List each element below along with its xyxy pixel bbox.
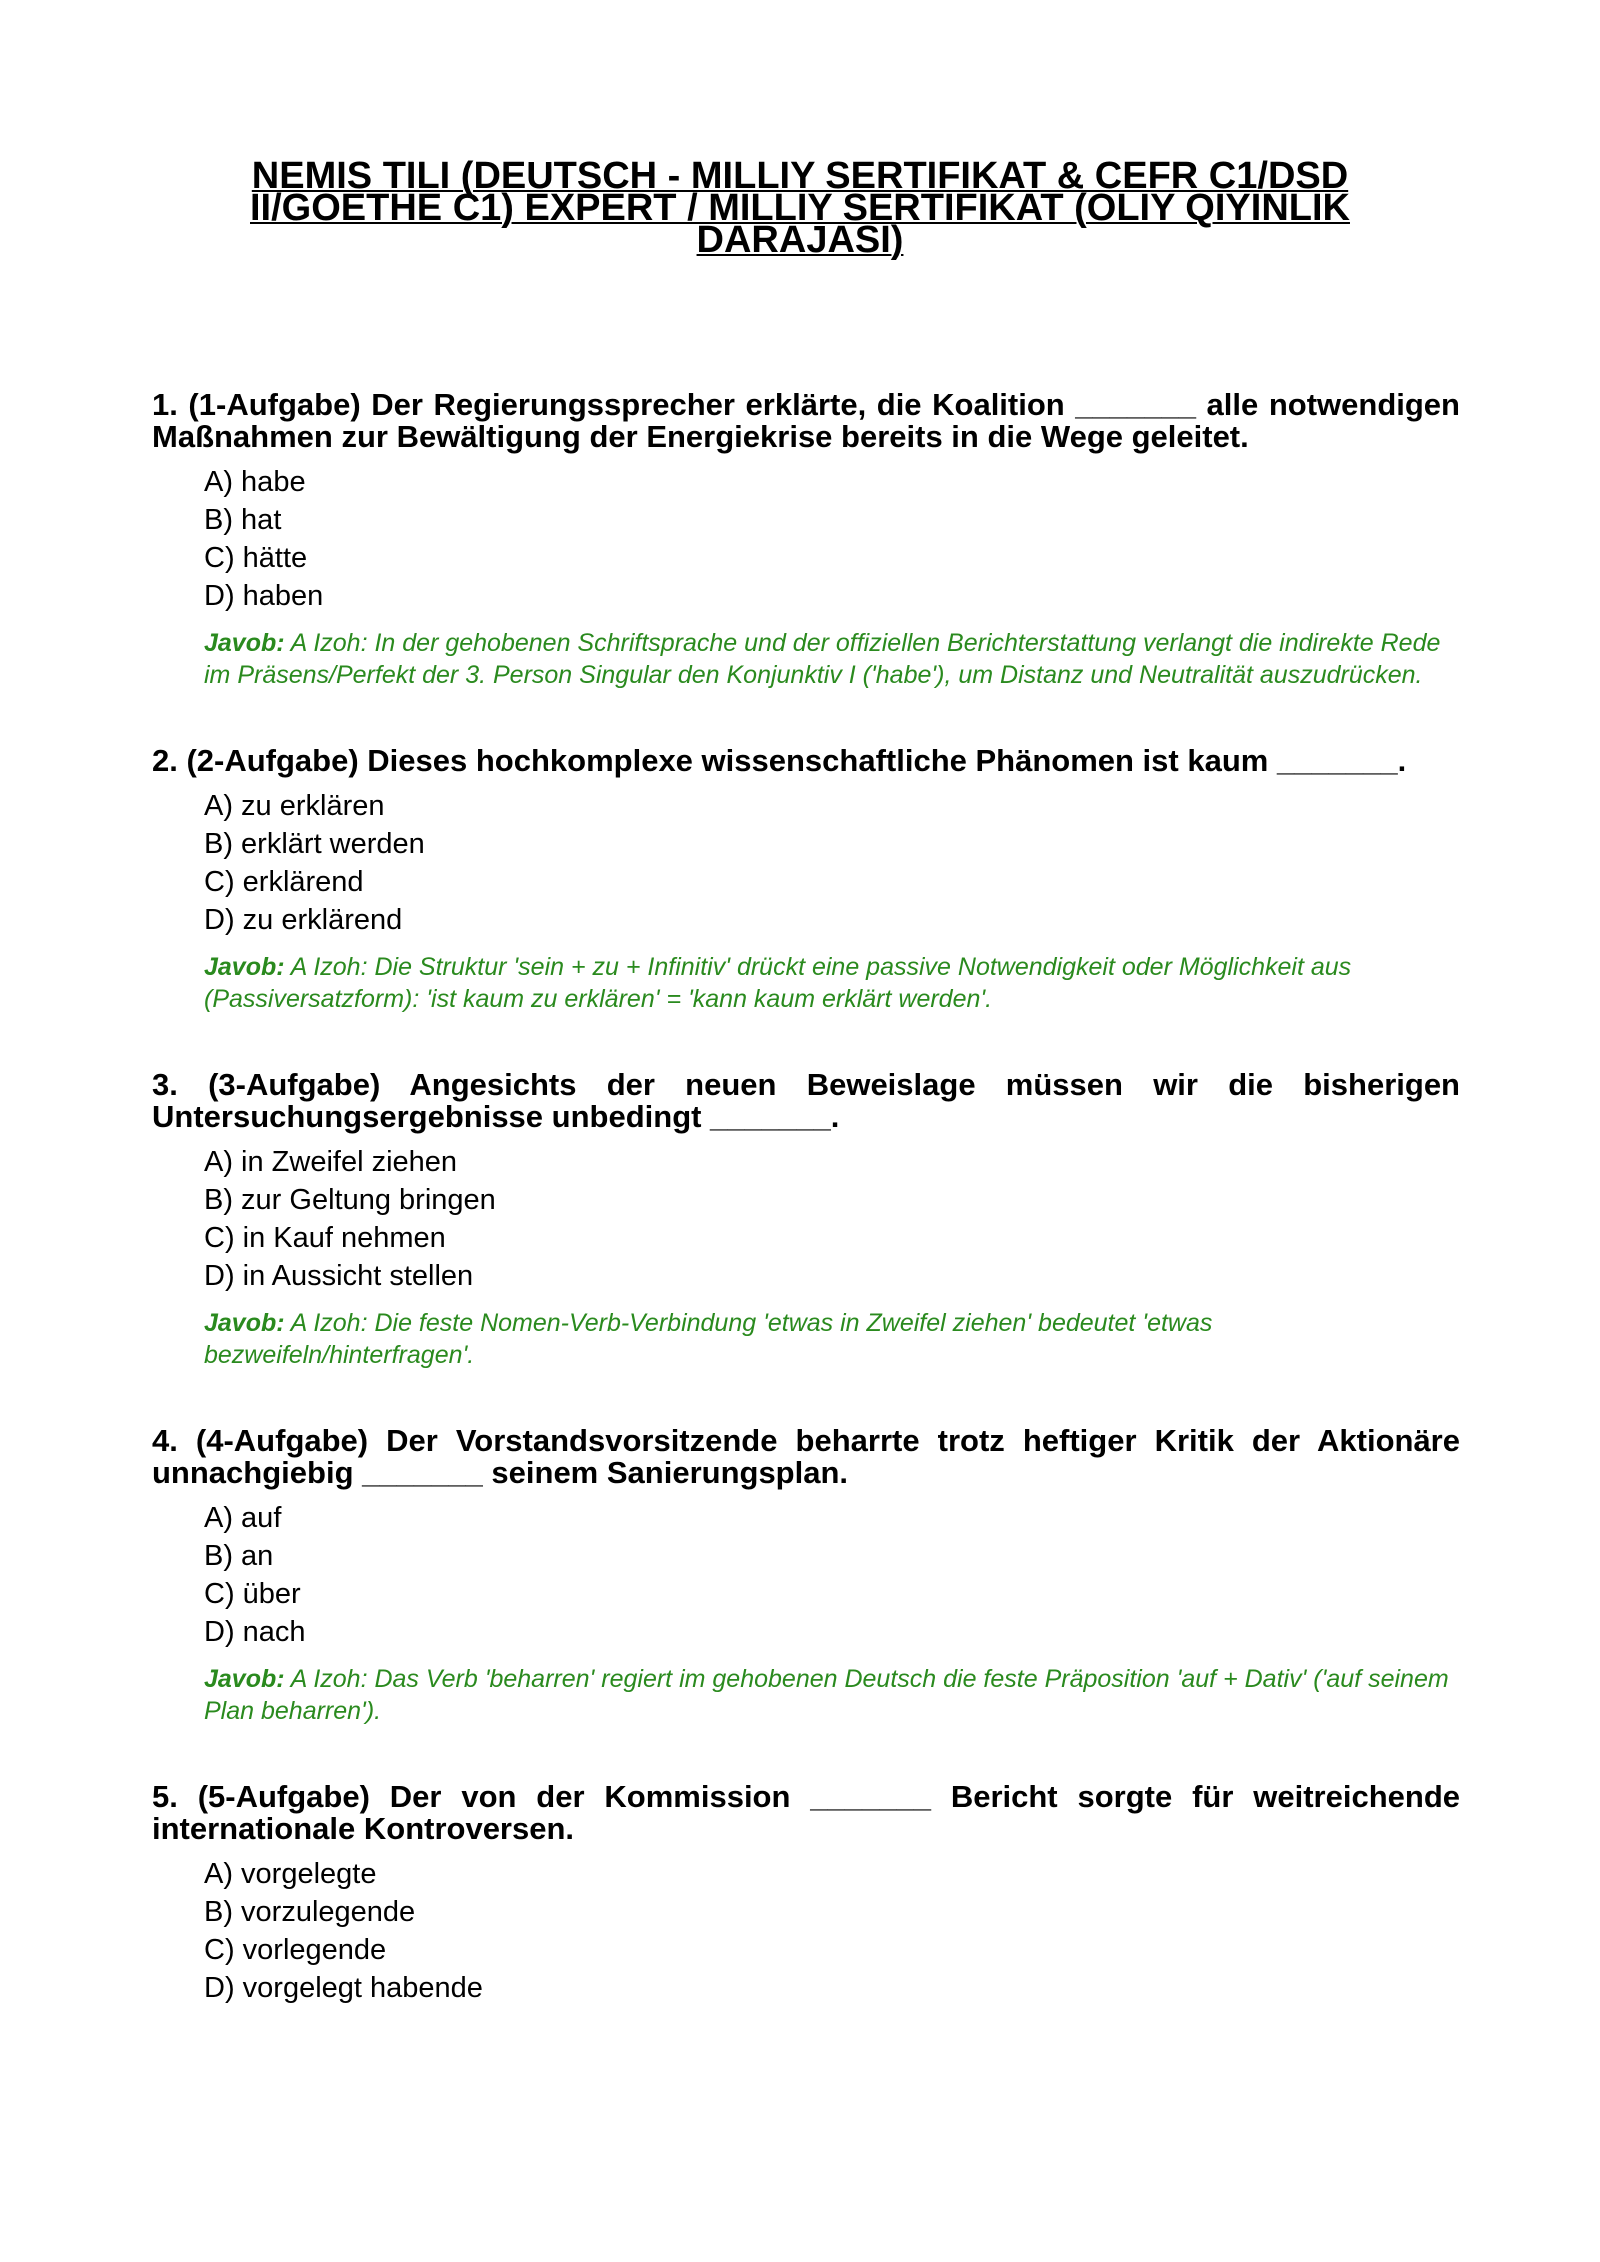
answer-explanation xyxy=(204,627,1460,691)
answer-text: A Izoh: Die feste Nomen-Verb-Verbindung 'etwas in Zweifel ziehen' bedeutet 'etwas bezweifeln/hinterfragen'. xyxy=(204,1309,1213,1369)
question-text: 3. (3-Aufgabe) Angesichts der neuen Beweislage müssen wir die bisherigen Untersuchungsergebnisse unbedingt _______. xyxy=(152,1067,1460,1134)
option-a: A) habe xyxy=(204,466,306,498)
answer-explanation xyxy=(204,951,1460,1015)
question-text: 5. (5-Aufgabe) Der von der Kommission _______ Bericht sorgte für weitreichende internationale Kontroversen. xyxy=(152,1779,1460,1846)
option-list xyxy=(204,1499,1460,1651)
document-title: NEMIS TILI (DEUTSCH - MILLIY SERTIFIKAT & CEFR C1/DSD II/GOETHE C1) EXPERT / MILLIY SERTIFIKAT (OLIY QIYINLIK DARAJASI) xyxy=(250,155,1350,261)
option-list xyxy=(204,463,1460,615)
option-c: C) hätte xyxy=(204,542,308,574)
answer-text: A Izoh: Die Struktur 'sein + zu + Infinitiv' drückt eine passive Notwendigkeit oder Möglichkeit aus (Passiversatzform): 'ist kaum zu erklären' = 'kann kaum erklärt werden'. xyxy=(204,953,1352,1013)
option-c: C) erklärend xyxy=(204,866,364,898)
answer-text: A Izoh: In der gehobenen Schriftsprache und der offiziellen Berichterstattung verlangt die indirekte Rede im Präsens/Perfekt der 3. Person Singular den Konjunktiv I ('habe'), um Distanz und Neutralität auszudrücken. xyxy=(204,629,1441,689)
option-list xyxy=(204,1855,1460,2007)
option-list xyxy=(204,787,1460,939)
answer-text: A Izoh: Das Verb 'beharren' regiert im gehobenen Deutsch die feste Präposition 'auf + Dativ' ('auf seinem Plan beharren'). xyxy=(204,1665,1449,1725)
question-text: 4. (4-Aufgabe) Der Vorstandsvorsitzende beharrte trotz heftiger Kritik der Aktionäre unnachgiebig _______ seinem Sanierungsplan. xyxy=(152,1423,1460,1490)
option-c: C) in Kauf nehmen xyxy=(204,1222,446,1254)
option-b: B) vorzulegende xyxy=(204,1896,416,1928)
option-c: C) vorlegende xyxy=(204,1934,387,1966)
answer-explanation xyxy=(204,1307,1460,1371)
option-a: A) in Zweifel ziehen xyxy=(204,1146,458,1178)
option-b: B) hat xyxy=(204,504,282,536)
question-2 xyxy=(152,745,1460,1015)
question-list xyxy=(152,389,1460,2061)
option-d: D) zu erklärend xyxy=(204,904,403,936)
question-5 xyxy=(152,1781,1460,2007)
option-d: D) nach xyxy=(204,1616,306,1648)
option-b: B) an xyxy=(204,1540,274,1572)
question-text: 2. (2-Aufgabe) Dieses hochkomplexe wissenschaftliche Phänomen ist kaum _______. xyxy=(152,743,1407,778)
option-d: D) vorgelegt habende xyxy=(204,1972,483,2004)
question-3 xyxy=(152,1069,1460,1371)
option-a: A) auf xyxy=(204,1502,282,1534)
question-4 xyxy=(152,1425,1460,1727)
option-d: D) haben xyxy=(204,580,324,612)
answer-label: Javob: xyxy=(204,1665,285,1693)
answer-label: Javob: xyxy=(204,1309,285,1337)
option-b: B) zur Geltung bringen xyxy=(204,1184,496,1216)
question-text: 1. (1-Aufgabe) Der Regierungssprecher erklärte, die Koalition _______ alle notwendigen Maßnahmen zur Bewältigung der Energiekrise bereits in die Wege geleitet. xyxy=(152,387,1460,454)
answer-explanation xyxy=(204,1663,1460,1727)
option-d: D) in Aussicht stellen xyxy=(204,1260,474,1292)
option-c: C) über xyxy=(204,1578,301,1610)
answer-label: Javob: xyxy=(204,953,285,981)
option-list xyxy=(204,1143,1460,1295)
option-a: A) vorgelegte xyxy=(204,1858,377,1890)
option-a: A) zu erklären xyxy=(204,790,385,822)
question-1 xyxy=(152,389,1460,691)
answer-label: Javob: xyxy=(204,629,285,657)
option-b: B) erklärt werden xyxy=(204,828,425,860)
